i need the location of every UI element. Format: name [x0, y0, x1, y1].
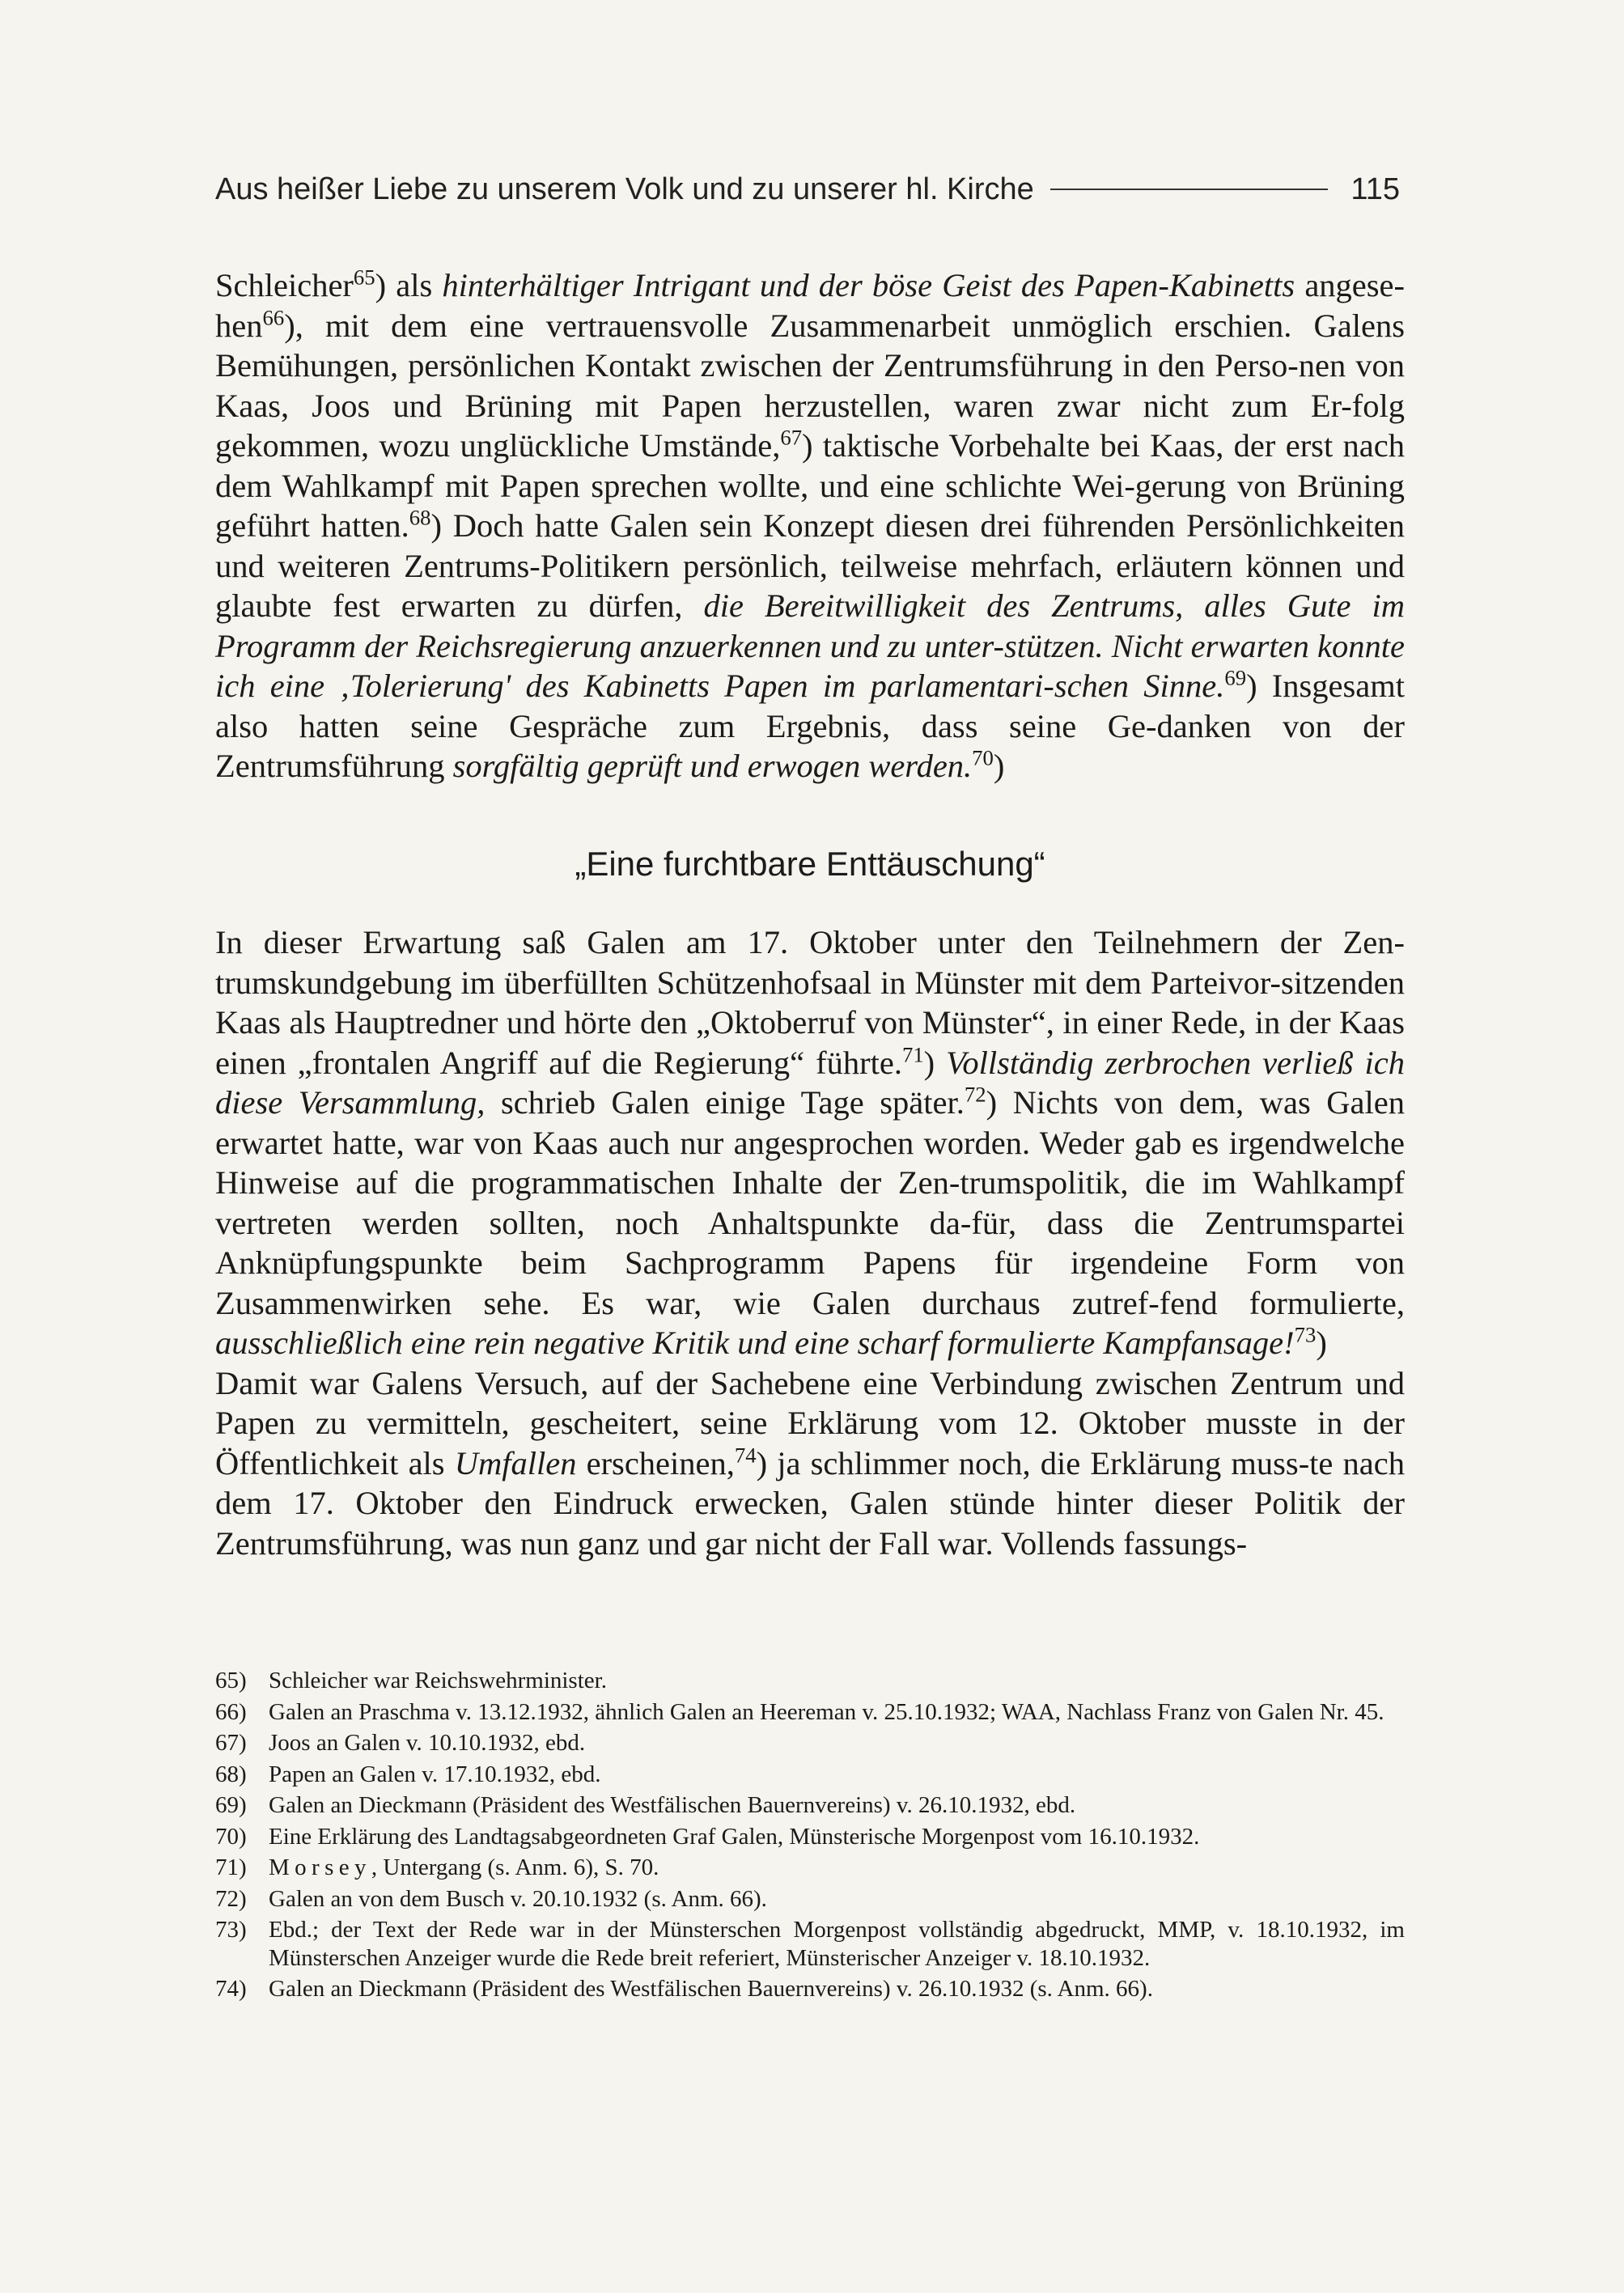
page-number: 115	[1351, 172, 1400, 206]
footnote-ref: 67	[780, 425, 803, 450]
footnote-ref: 72	[964, 1082, 986, 1107]
text-run: ) Doch hatte Galen sein Konzept diesen drei führenden Persönlichkeiten und weiteren Zentrums-Politikern persönlich, teilweise mehrfach, erläutern können und glaubte fest erwarten zu dürfen,	[215, 507, 1405, 624]
footnote-number: 74)	[215, 1976, 247, 2002]
text-run: ), mit dem eine vertrauensvolle Zusammenarbeit unmöglich erschien. Galens Bemühungen, persönlichen Kontakt zwischen der Zentrumsführung in den Perso-nen von Kaas, Joos und Brüning mit Papen herzustellen, waren zwar nicht zum Er-folg gekommen, wozu unglückliche Umstände,	[215, 307, 1405, 464]
footnote-number: 69)	[215, 1792, 247, 1818]
section-heading: „Eine furchtbare Enttäuschung“	[575, 845, 1045, 883]
italic-quote: die Bereitwilligkeit des Zentrums, alles Gute im Programm der Reichsregierung anzuerkennen und zu unter-stützen. Nicht erwarten konnte ich eine ‚Tolerierung' des Kabinetts Papen im parlamentari-schen Sinne.	[215, 587, 1405, 704]
footnote-text: Schleicher war Reichswehrminister.	[269, 1668, 607, 1693]
footnote-ref: 70	[972, 745, 994, 770]
footnote-67	[215, 1729, 1405, 1757]
text-run: ) Nichts von dem, was Galen erwartet hatte, war von Kaas auch nur angesprochen worden. Weder gab es irgendwelche Hinweise auf die programmatischen Inhalte der Zen-trumspolitik, die im Wahlkampf vertreten werden sollten, noch Anhaltspunkte da-für, dass die Zentrumspartei Anknüpfungspunkte beim Sachprogramm Papens für irgendeine Form von Zusammenwirken sehe. Es war, wie Galen durchaus zutref-fend formulierte,	[215, 1084, 1406, 1321]
footnote-number: 70)	[215, 1823, 247, 1850]
footnote-number: 66)	[215, 1698, 247, 1725]
footnote-text: Papen an Galen v. 17.10.1932, ebd.	[269, 1761, 601, 1787]
text-run: )	[1316, 1325, 1327, 1361]
paragraph	[215, 265, 1405, 786]
footnote-ref: 69	[1224, 665, 1247, 690]
footnote-text: Galen an Dieckmann (Präsident des Westfälischen Bauernvereins) v. 26.10.1932 (s. Anm. 66).	[269, 1976, 1153, 2002]
footnote-text: Eine Erklärung des Landtagsabgeordneten Graf Galen, Münsterische Morgenpost vom 16.10.1932.	[269, 1823, 1200, 1850]
text-run: Schleicher	[215, 267, 354, 303]
running-head-title: Aus heißer Liebe zu unserem Volk und zu unserer hl. Kirche	[215, 172, 1034, 206]
footnotes	[215, 1667, 1405, 2007]
footnote-ref: 65	[353, 265, 375, 290]
footnote-text: Galen an Dieckmann (Präsident des Westfälischen Bauernvereins) v. 26.10.1932, ebd.	[269, 1792, 1076, 1818]
italic-quote: Vollständig zerbrochen verließ ich diese Versammlung,	[215, 1044, 1405, 1121]
footnote-author: Morsey	[269, 1854, 371, 1880]
body-paragraphs-2	[215, 922, 1405, 1563]
footnote-number: 68)	[215, 1761, 247, 1787]
footnote-ref: 73	[1294, 1322, 1317, 1347]
text-run: ) ja schlimmer noch, die Erklärung muss-te nach dem 17. Oktober den Eindruck erwecken, Galen stünde hinter dieser Politik der Zentrumsführung, was nun ganz und gar nicht der Fall war. Vollends fassungs-	[215, 1444, 1406, 1562]
italic-quote: ausschließlich eine rein negative Kritik und eine scharf formulierte Kampfansage!	[215, 1325, 1295, 1361]
footnote-70	[215, 1823, 1405, 1851]
text-run: )	[993, 748, 1005, 784]
footnote-73	[215, 1916, 1405, 1972]
footnote-71	[215, 1854, 1405, 1882]
footnote-text: Galen an Praschma v. 13.12.1932, ähnlich Galen an Heereman v. 25.10.1932; WAA, Nachlass Franz von Galen Nr. 45.	[269, 1698, 1384, 1725]
text-run: schrieb Galen einige Tage später.	[485, 1084, 965, 1121]
footnote-text-run: , Untergang (s. Anm. 6), S. 70.	[371, 1854, 659, 1880]
footnote-65	[215, 1667, 1405, 1695]
footnote-text	[269, 1854, 1405, 1882]
footnote-66	[215, 1698, 1405, 1727]
italic-quote: sorgfältig geprüft und erwogen werden.	[452, 748, 973, 784]
text-run: Damit war Galens Versuch, auf der Sachebene eine Verbindung zwischen Zentrum und Papen zu vermitteln, gescheitert, seine Erklärung vom 12. Oktober musste in der Öffentlichkeit als	[215, 1364, 1405, 1481]
footnote-69	[215, 1791, 1405, 1820]
footnote-ref: 71	[901, 1042, 924, 1066]
footnote-text: Galen an von dem Busch v. 20.10.1932 (s. Anm. 66).	[269, 1885, 767, 1912]
italic-quote: Umfallen	[454, 1444, 577, 1481]
footnote-number: 73)	[215, 1917, 247, 1943]
text-run: ) taktische Vorbehalte bei Kaas, der erst nach dem Wahlkampf mit Papen sprechen wollte, und eine schlichte Wei-gerung von Brüning geführt hatten.	[215, 427, 1405, 544]
italic-quote: hinterhältiger Intrigant und der böse Geist des Papen-Kabinetts	[442, 267, 1295, 303]
footnote-text: Joos an Galen v. 10.10.1932, ebd.	[269, 1730, 586, 1756]
body-paragraph-1	[215, 265, 1405, 786]
text-run: )	[923, 1044, 947, 1081]
footnote-number: 72)	[215, 1885, 247, 1912]
footnote-text: Ebd.; der Text der Rede war in der Münsterschen Morgenpost vollständig abgedruckt, MMP, v. 18.10.1932, im Münsterschen Anzeiger wurde die Rede breit referiert, Münsterischer Anzeiger v. 18.10.1932.	[269, 1917, 1405, 1971]
footnote-number: 67)	[215, 1730, 247, 1756]
running-head	[215, 167, 1400, 212]
paragraph	[215, 1363, 1405, 1564]
text-run: ) Insgesamt also hatten seine Gespräche zum Ergebnis, dass seine Ge-danken von der Zentrumsführung	[215, 668, 1405, 784]
footnote-ref: 66	[262, 305, 285, 329]
footnote-ref: 74	[734, 1443, 757, 1467]
text-run: ) als	[375, 267, 443, 303]
text-run: angese-hen	[215, 267, 1405, 344]
paragraph	[215, 922, 1405, 1363]
footnote-ref: 68	[409, 505, 431, 530]
footnote-number: 65)	[215, 1668, 247, 1693]
footnote-68	[215, 1761, 1405, 1789]
text-run: erscheinen,	[576, 1444, 735, 1481]
footnote-74	[215, 1975, 1405, 2003]
text-run: In dieser Erwartung saß Galen am 17. Oktober unter den Teilnehmern der Zen-trumskundgebung im überfüllten Schützenhofsaal in Münster mit dem Parteivor-sitzenden Kaas als Hauptredner und hörte den „Oktoberruf von Münster“, in einer Rede, in der Kaas einen „frontalen Angriff auf die Regierung“ führte.	[215, 924, 1405, 1081]
running-head-rule	[1050, 189, 1329, 190]
footnote-number: 71)	[215, 1854, 247, 1880]
footnote-72	[215, 1885, 1405, 1914]
